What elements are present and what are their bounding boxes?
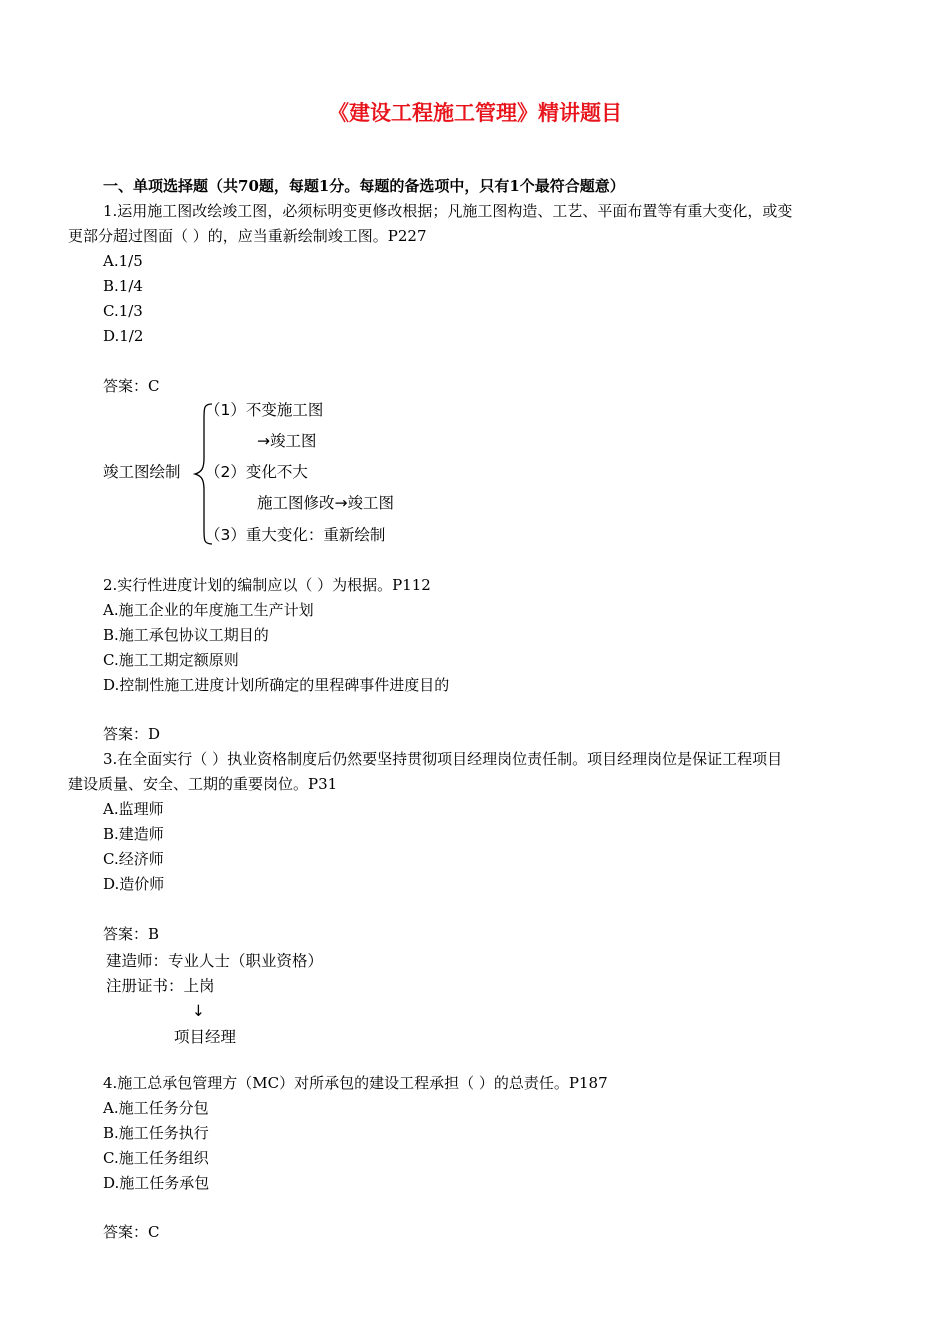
diagram1-root-label: 竣工图绘制 [103,463,181,481]
question-3-option-c: C.经济师 [103,850,164,868]
diagram2-line-2: 注册证书：上岗 [106,977,215,995]
question-4-option-b: B.施工任务执行 [103,1124,209,1142]
question-2-option-c: C.施工工期定额原则 [103,651,239,669]
question-4-option-c: C.施工任务组织 [103,1149,209,1167]
question-2-option-b: B.施工承包协议工期目的 [103,626,269,644]
question-2-option-d: D.控制性施工进度计划所确定的里程碑事件进度目的 [103,676,450,694]
diagram2-line-1: 建造师：专业人士（职业资格） [106,952,324,970]
question-4-stem-line1: 4.施工总承包管理方（MC）对所承包的建设工程承担（ ）的总责任。P187 [103,1074,608,1092]
question-3-answer: 答案：B [103,925,160,943]
diagram1-branch-3: （3）重大变化：重新绘制 [205,526,386,544]
question-1-option-c: C.1/3 [103,302,143,320]
diagram2-line-3: 项目经理 [174,1028,237,1046]
question-2-answer: 答案：D [103,725,161,743]
question-4-answer: 答案：C [103,1223,160,1241]
diagram1-branch-1-sub: →竣工图 [257,432,317,450]
question-2-stem-line1: 2.实行性进度计划的编制应以（ ）为根据。P112 [103,576,431,594]
question-1-option-a: A.1/5 [103,252,143,270]
diagram1-branch-2-sub: 施工图修改→竣工图 [257,494,394,512]
question-1-stem-line2: 更部分超过图面（ ）的，应当重新绘制竣工图。P227 [68,227,427,245]
question-3-option-b: B.建造师 [103,825,164,843]
question-1-stem-line1: 1.运用施工图改绘竣工图，必须标明变更修改根据；凡施工图构造、工艺、平面布置等有重大变化，或变 [103,202,793,220]
question-1-option-b: B.1/4 [103,277,143,295]
question-2-option-a: A.施工企业的年度施工生产计划 [103,601,314,619]
page-title: 《建设工程施工管理》精讲题目 [328,100,622,125]
question-4-option-d: D.施工任务承包 [103,1174,210,1192]
diagram1-branch-2: （2）变化不大 [205,463,308,481]
question-3-stem-line2: 建设质量、安全、工期的重要岗位。P31 [68,775,338,793]
question-3-option-a: A.监理师 [103,800,164,818]
question-3-option-d: D.造价师 [103,875,165,893]
question-1-answer: 答案：C [103,377,160,395]
down-arrow-icon: ↓ [192,1002,205,1020]
diagram1-branch-1: （1）不变施工图 [205,401,324,419]
question-4-option-a: A.施工任务分包 [103,1099,209,1117]
question-1-option-d: D.1/2 [103,327,144,345]
question-3-stem-line1: 3.在全面实行（ ）执业资格制度后仍然要坚持贯彻项目经理岗位责任制。项目经理岗位是保证工程项目 [103,750,783,768]
section-heading: 一、单项选择题（共70题，每题1分。每题的备选项中，只有1个最符合题意） [103,177,625,195]
